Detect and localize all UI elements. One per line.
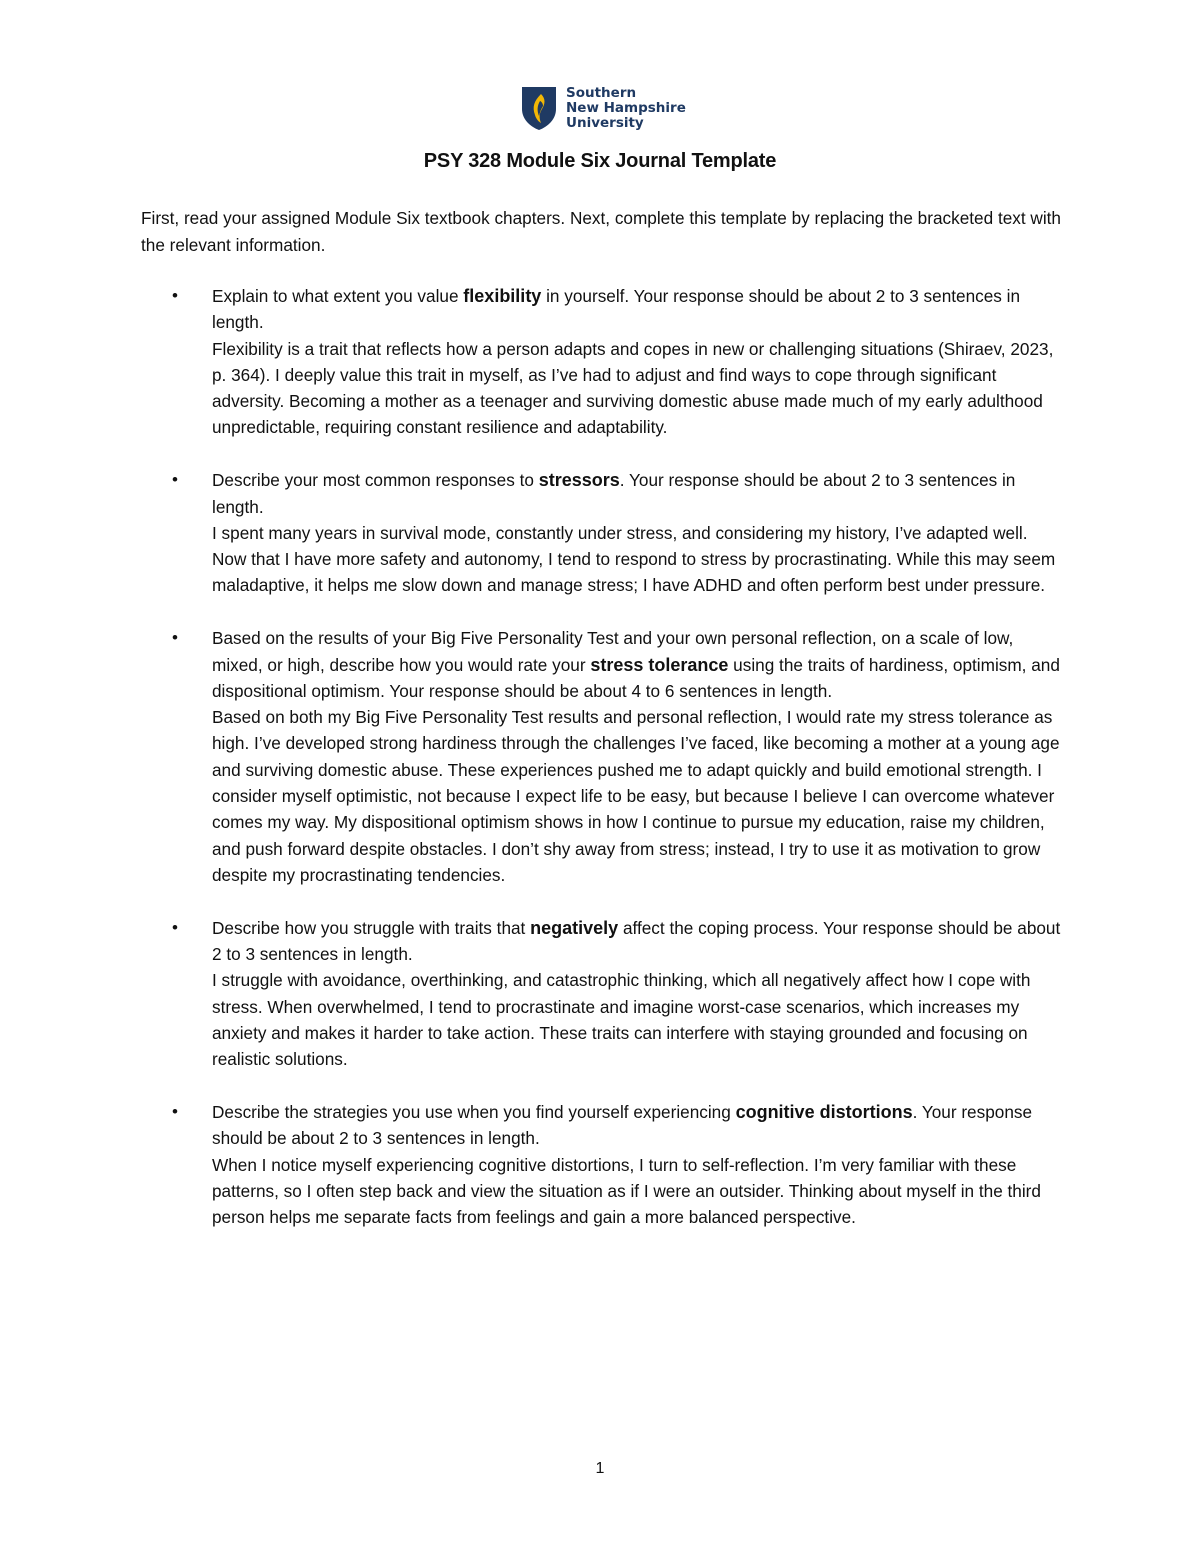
prompt-keyword: flexibility	[463, 286, 542, 306]
prompt-text: Describe how you struggle with traits that	[212, 917, 531, 938]
university-logo	[520, 84, 686, 132]
prompt-keyword: negatively	[530, 917, 619, 938]
prompt-text: . Your response should be about 2 to 3 sentences in length.	[212, 1102, 1033, 1149]
prompt-keyword: stressors	[538, 470, 620, 491]
bullet-icon: •	[172, 286, 178, 305]
prompt-text: using the traits of hardiness, optimism, and dispositional optimism. Your response should be about 4 to 6 sentences in length.	[212, 654, 1060, 701]
prompt-text: Explain to what extent you value	[212, 286, 464, 306]
prompt-text: Describe the strategies you use when you find yourself experiencing	[212, 1102, 736, 1123]
question-item	[0, 625, 1062, 888]
intro-paragraph: First, read your assigned Module Six textbook chapters. Next, complete this template by replacing the bracketed text with the relevant information.	[141, 208, 1061, 255]
shield-flame-icon	[520, 85, 558, 131]
question-item	[0, 283, 1062, 441]
answer-text: Flexibility is a trait that reflects how a person adapts and copes in new or challenging situations (Shiraev, 2023, p. 364). I deeply value this trait in myself, as I’ve had to adjust and find ways to cope through significant adversity. Becoming a mother as a teenager and surviving domestic abuse made much of my early adulthood unpredictable, requiring constant resilience and adaptability.	[212, 338, 1054, 438]
prompt-text: . Your response should be about 2 to 3 sentences in length.	[212, 470, 1016, 517]
page-title: PSY 328 Module Six Journal Template	[423, 150, 777, 172]
question-item	[0, 915, 1062, 1073]
prompt-text: in yourself. Your response should be about 2 to 3 sentences in length.	[212, 286, 1021, 333]
bullet-icon: •	[172, 1102, 178, 1122]
prompt-text: Based on the results of your Big Five Personality Test and your own personal reflection, on a scale of low, mixed, or high, describe how you would rate your	[212, 628, 1014, 675]
prompt-text: affect the coping process. Your response should be about 2 to 3 sentences in length.	[212, 917, 1061, 965]
question-item	[0, 1099, 1062, 1230]
question-item	[0, 467, 1062, 598]
prompt-keyword: stress tolerance	[590, 654, 729, 675]
logo-line-1: Southern	[566, 84, 637, 101]
logo-wordmark	[566, 86, 686, 131]
answer-text: Based on both my Big Five Personality Test results and personal reflection, I would rate my stress tolerance as high. I’ve developed strong hardiness through the challenges I’ve faced, like becoming a mother at a young age and surviving domestic abuse. These experiences pushed me to adapt quickly and build emotional strength. I consider myself optimistic, not because I expect life to be easy, but because I believe I can overcome whatever comes my way. My dispositional optimism shows in how I continue to pursue my education, raise my children, and push forward despite obstacles. I don’t shy away from stress; instead, I try to use it as motivation to grow despite my procrastinating tendencies.	[212, 707, 1060, 885]
prompt-keyword: cognitive distortions	[735, 1102, 913, 1123]
logo-line-2: New Hampshire	[566, 99, 686, 116]
question-list	[0, 283, 1200, 1257]
logo-line-3: University	[566, 114, 644, 131]
bullet-icon: •	[172, 917, 178, 937]
answer-text: I spent many years in survival mode, constantly under stress, and considering my history, I’ve adapted well. Now that I have more safety and autonomy, I tend to respond to stress by procrastinating. While this may seem maladaptive, it helps me slow down and manage stress; I have ADHD and often perform best under pressure.	[212, 522, 1056, 596]
bullet-icon: •	[172, 628, 178, 648]
answer-text: When I notice myself experiencing cognitive distortions, I turn to self-reflection. I’m very familiar with these patterns, so I often step back and view the situation as if I were an outsider. Thinking about myself in the third person helps me separate facts from feelings and gain a more balanced perspective.	[212, 1154, 1041, 1228]
bullet-icon: •	[172, 470, 178, 490]
page-number: 1	[595, 1460, 605, 1477]
prompt-text: Describe your most common responses to	[212, 470, 539, 491]
answer-text: I struggle with avoidance, overthinking, and catastrophic thinking, which all negatively affect how I cope with stress. When overwhelmed, I tend to procrastinate and imagine worst-case scenarios, which increases my anxiety and makes it harder to take action. These traits can interfere with staying grounded and focusing on realistic solutions.	[212, 970, 1031, 1070]
